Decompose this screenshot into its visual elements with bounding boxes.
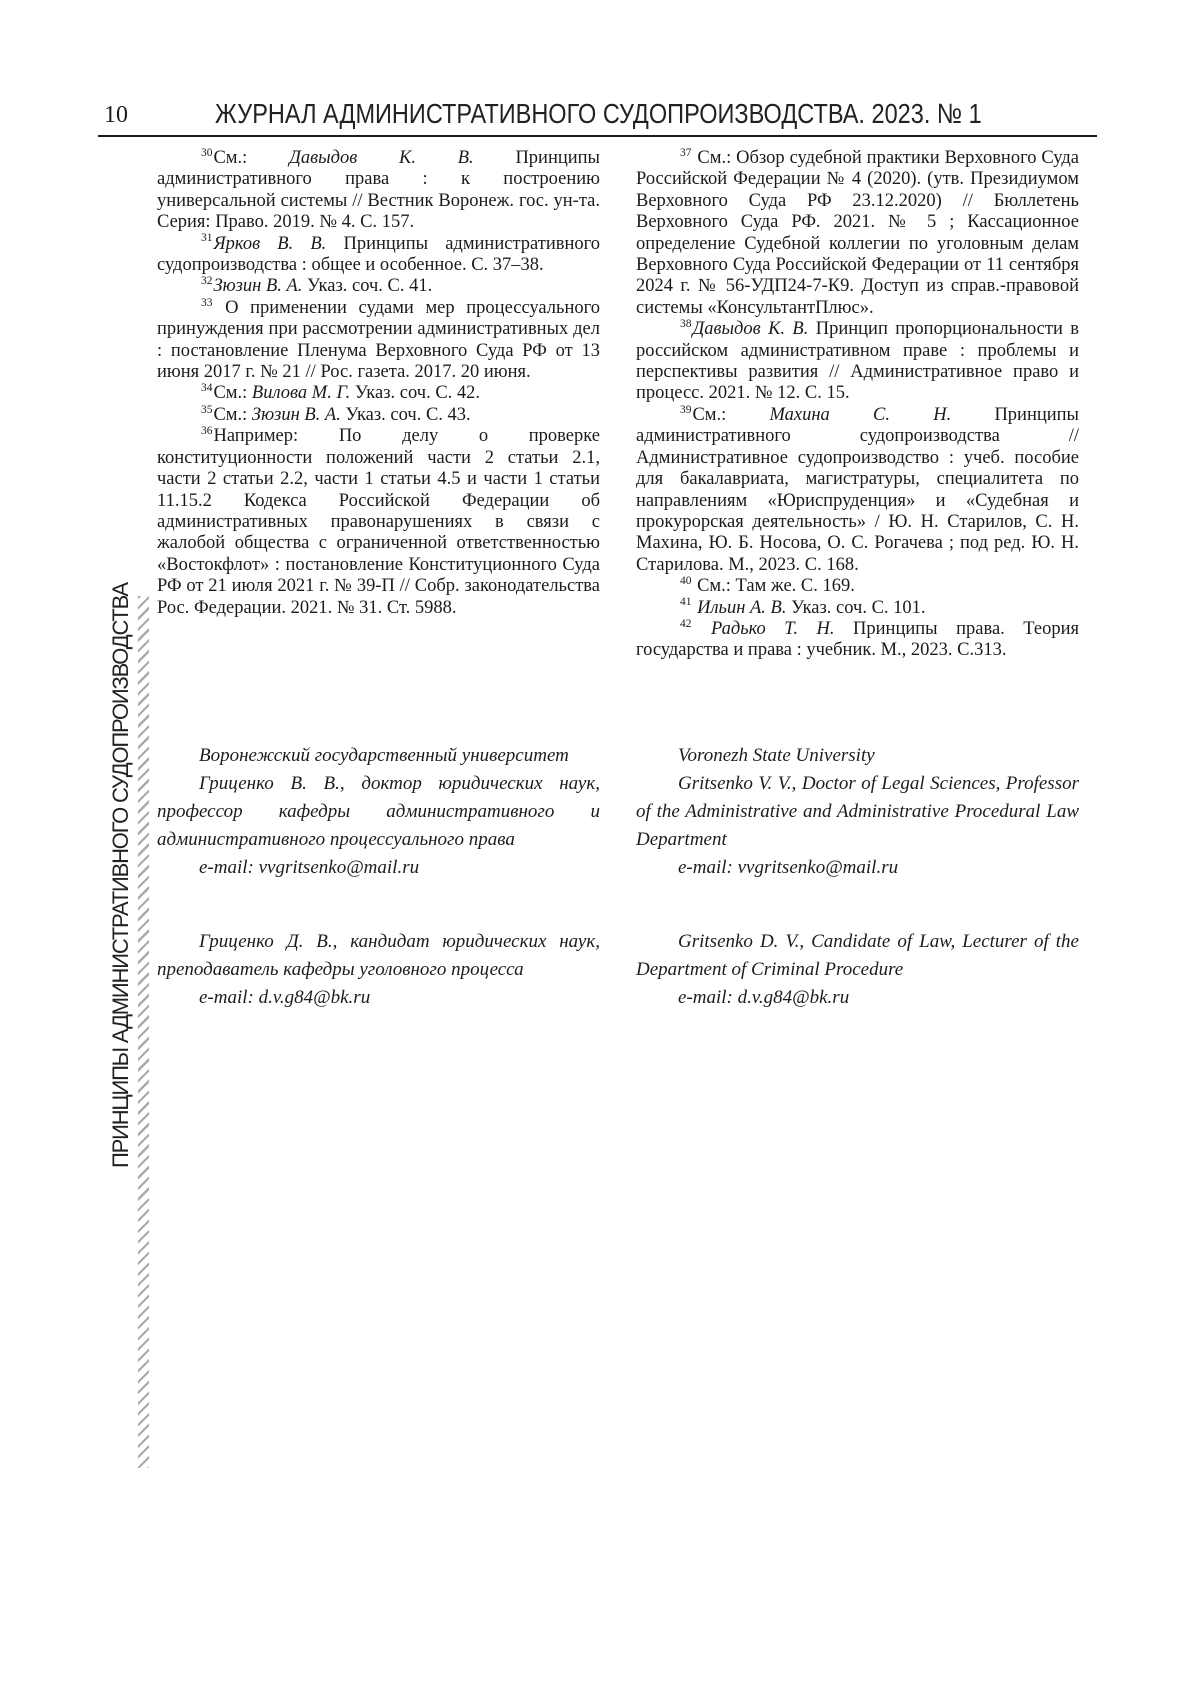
affiliation-block-en: [636, 742, 1079, 1012]
affiliation-university: Воронежский государственный университет: [199, 744, 569, 766]
affiliation-author: Gritsenko V. V., Doctor of Legal Sciences, Professor of the Administrative and Administrative Procedural Law Department: [636, 772, 1079, 850]
footnote-42: [636, 619, 1079, 662]
footnote-41: [636, 598, 1079, 619]
footnote-author-name: Давыдов К. В.: [289, 148, 474, 168]
footnote-35: [157, 405, 600, 426]
affiliation-block-ru: [157, 742, 600, 1012]
footnote-30: [157, 148, 600, 234]
footnote-number: 39: [680, 403, 692, 416]
footnote-text: См.:: [213, 383, 252, 404]
footnote-text: См.:: [213, 148, 290, 168]
footnote-author-name: Радько Т. Н.: [710, 618, 835, 639]
footnote-number: 33: [201, 296, 213, 309]
footnote-number: 31: [201, 232, 213, 245]
page-header: [100, 96, 1096, 136]
header-rule: [98, 135, 1097, 137]
footnote-text: Например: По делу о проверке конституционности положений части 2 статьи 2.1, части 2 статьи 2.2, части 1 статьи 4.5 и части 1 статьи 11.15.2 Кодекса Российской Федерации об административных правонарушениях в связи с жалобой общества с ограниченной ответственностью «Востокфлот» : постановление Конституционного Суда РФ от 21 июля 2021 г. № 39-П // Собр. законодательства Рос. Федерации. 2021. № 31. Ст. 5988.: [157, 426, 600, 618]
sidebar-vertical-title: [106, 583, 136, 1168]
footnote-number: 36: [201, 425, 213, 438]
affiliation-email: e-mail: d.v.g84@bk.ru: [678, 986, 850, 1008]
affiliation-author: Гриценко Д. В., кандидат юридических наук, преподаватель кафедры уголовного процесса: [157, 930, 600, 980]
footnote-text: Принципы административного права : к построению универсальной системы // Вестник Воронеж. гос. ун-та. Серия: Право. 2019. № 4. С. 157.: [157, 148, 600, 233]
footnote-number: 40: [680, 574, 692, 587]
footnote-text: См.: Там же. С. 169.: [692, 576, 855, 597]
journal-header-title: ЖУРНАЛ АДМИНИСТРАТИВНОГО СУДОПРОИЗВОДСТВА. 2023. № 1: [214, 98, 982, 129]
footnote-number: 37: [680, 146, 692, 159]
footnote-number: 41: [680, 596, 692, 609]
footnote-number: 35: [201, 403, 213, 416]
affiliation-university: Voronezh State University: [678, 744, 875, 766]
footnote-number: 34: [201, 382, 213, 395]
footnote-author-name: Зюзин В. А.: [213, 276, 303, 297]
page-number: 10: [104, 102, 128, 128]
footnote-34: [157, 383, 600, 404]
footnote-text: Принцип пропорциональности в российском административном праве : проблемы и перспективы развития // Административное право и процесс. 2021. № 12. С. 15.: [636, 319, 1080, 404]
footnote-text: О применении судами мер процессуального принуждения при рассмотрении административных дел : постановление Пленума Верховного Суда РФ от 13 июня 2017 г. № 21 // Рос. газета. 2017. 20 июня.: [157, 297, 600, 383]
footnote-38: [636, 319, 1079, 405]
footnote-37: [636, 148, 1079, 319]
footnote-33: [157, 298, 600, 384]
margin-hatch-ornament: [138, 596, 149, 1468]
sidebar-title-text: ПРИНЦИПЫ АДМИНИСТРАТИВНОГО СУДОПРОИЗВОДСТВА: [108, 583, 133, 1168]
footnote-text: [692, 619, 711, 639]
footnote-author-name: Зюзин В. А.: [251, 404, 341, 425]
footnote-36: [157, 426, 600, 619]
footnote-number: 42: [680, 617, 692, 630]
footnote-author-name: Давыдов К. В.: [692, 319, 809, 340]
footnote-text: См.:: [213, 404, 252, 425]
footnote-text: Указ. соч. С. 42.: [350, 383, 481, 404]
footnote-author-name: Вилова М. Г.: [251, 383, 351, 404]
affiliation-email: e-mail: vvgritsenko@mail.ru: [678, 856, 899, 878]
footnote-author-name: Ильин А. В.: [697, 597, 787, 618]
footnote-text: См.:: [692, 404, 770, 425]
affiliation-email: e-mail: d.v.g84@bk.ru: [199, 986, 371, 1008]
footnote-text: Принципы административного судопроизводства : общее и особенное. С. 37–38.: [157, 233, 600, 276]
footnote-number: 30: [201, 146, 213, 159]
footnote-number: 38: [680, 318, 692, 331]
footnote-text: Принципы права. Теория государства и права : учебник. М., 2023. С.313.: [636, 618, 1080, 661]
affiliation-email: e-mail: vvgritsenko@mail.ru: [199, 856, 420, 878]
footnotes-column-right: [636, 148, 1079, 662]
footnote-text: Принципы административного судопроизводства // Административное судопроизводство : учеб. пособие для бакалавриата, магистратуры, специалитета по направлениям «Юриспруденция» и «Судебная и прокурорская деятельность» / Ю. Н. Старилов, С. Н. Махина, Ю. Б. Носова, О. С. Рогачева ; под ред. Ю. Н. Старилова. М., 2023. С. 168.: [636, 404, 1079, 575]
footnote-author-name: Махина С. Н.: [769, 404, 952, 425]
footnote-author-name: Ярков В. В.: [213, 233, 327, 254]
affiliation-author: Гриценко В. В., доктор юридических наук, профессор кафедры административного и административного процессуального права: [157, 772, 600, 850]
footnote-text: Указ. соч. С. 101.: [786, 597, 926, 618]
footnotes-column-left: [157, 148, 600, 662]
journal-title-wrap: [100, 98, 1096, 130]
footnote-text: См.: Обзор судебной практики Верховного Суда Российской Федерации № 4 (2020). (утв. Президиумом Верховного Суда РФ 23.12.2020) // Бюллетень Верховного Суда РФ. 2021. № 5 ; Кассационное определение Судебной коллегии по уголовным делам Верховного Суда Российской Федерации от 11 сентября 2024 г. № 56-УДП24-7-К9. Доступ из справ.-правовой системы «КонсультантПлюс».: [636, 148, 1079, 318]
footnote-39: [636, 405, 1079, 576]
affiliation-author: Gritsenko D. V., Candidate of Law, Lecturer of the Department of Criminal Procedure: [636, 930, 1079, 980]
content-columns: [157, 148, 1079, 1012]
footnote-text: Указ. соч. С. 43.: [340, 404, 471, 425]
footnote-31: [157, 234, 600, 277]
footnote-text: Указ. соч. С. 41.: [302, 276, 433, 297]
footnote-32: [157, 276, 600, 297]
footnote-40: [636, 576, 1079, 597]
footnote-number: 32: [201, 275, 213, 288]
